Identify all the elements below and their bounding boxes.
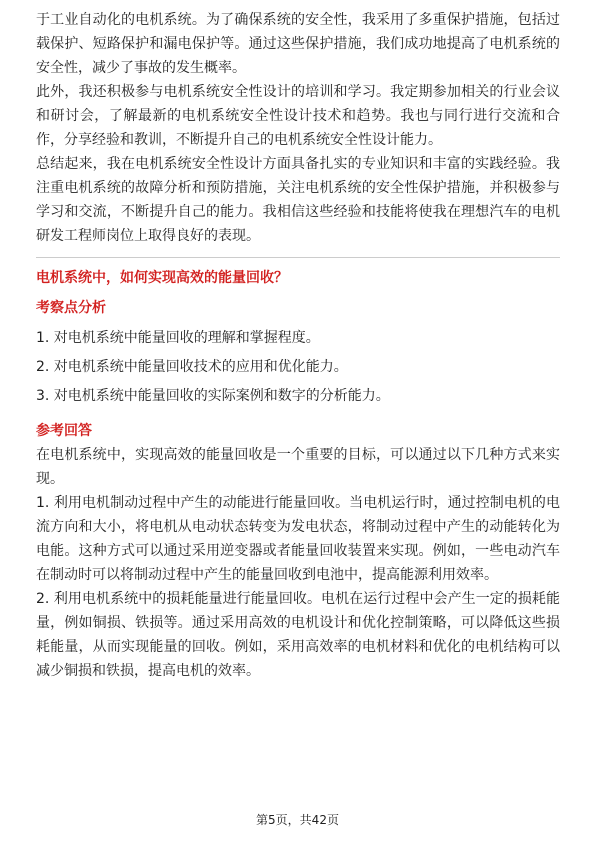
answer-paragraph-1: 在电机系统中，实现高效的能量回收是一个重要的目标，可以通过以下几种方式来实现。 (36, 447, 560, 487)
section-divider (36, 257, 560, 258)
analysis-item-2: 2. 对电机系统中能量回收技术的应用和优化能力。 (36, 359, 348, 375)
answer-paragraph-3: 2. 利用电机系统中的损耗能量进行能量回收。电机在运行过程中会产生一定的损耗能量，例如铜损、铁损等。通过采用高效的电机设计和优化控制策略，可以降低这些损耗能量，从而实现能量的回收。例如，采用高效率的电机材料和优化的电机结构可以减少铜损和铁损，提高电机的效率。 (36, 591, 560, 679)
analysis-item-3: 3. 对电机系统中能量回收的实际案例和数字的分析能力。 (36, 388, 390, 404)
page-number: 第5页，共42页 (256, 813, 339, 827)
intro-paragraph-1: 于工业自动化的电机系统。为了确保系统的安全性，我采用了多重保护措施，包括过载保护、短路保护和漏电保护等。通过这些保护措施，我们成功地提高了电机系统的安全性，减少了事故的发生概率。 (36, 12, 560, 76)
analysis-item-1: 1. 对电机系统中能量回收的理解和掌握程度。 (36, 330, 320, 346)
intro-paragraph-2: 此外，我还积极参与电机系统安全性设计的培训和学习。我定期参加相关的行业会议和研讨会，了解最新的电机系统安全性设计技术和趋势。我也与同行进行交流和合作，分享经验和教训，不断提升自己的电机系统安全性设计能力。 (36, 84, 560, 148)
question-title: 电机系统中，如何实现高效的能量回收？ (36, 270, 288, 286)
answer-paragraph-2: 1. 利用电机制动过程中产生的动能进行能量回收。当电机运行时，通过控制电机的电流方向和大小，将电机从电动状态转变为发电状态，将制动过程中产生的动能转化为电能。这种方式可以通过采用逆变器或者能量回收装置来实现。例如，一些电动汽车在制动时可以将制动过程中产生的能量回收到电池中，提高能源利用效率。 (36, 495, 560, 583)
answer-heading: 参考回答 (36, 423, 92, 439)
analysis-heading: 考察点分析 (36, 300, 106, 316)
intro-paragraph-3: 总结起来，我在电机系统安全性设计方面具备扎实的专业知识和丰富的实践经验。我注重电机系统的故障分析和预防措施，关注电机系统的安全性保护措施，并积极参与学习和交流，不断提升自己的能力。我相信这些经验和技能将使我在理想汽车的电机研发工程师岗位上取得良好的表现。 (36, 156, 560, 244)
document-body (36, 8, 560, 683)
